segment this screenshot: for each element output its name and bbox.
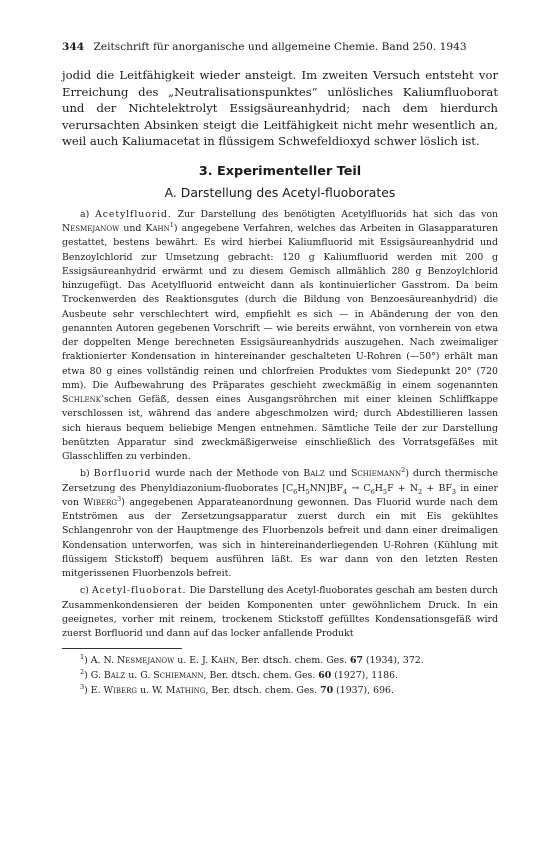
para-text: und [119, 223, 146, 235]
para-text: → C [347, 482, 371, 494]
footnote-number: 3 [80, 683, 85, 692]
para-label: b) [80, 468, 90, 480]
subscript: 3 [451, 487, 456, 496]
fn-text: , Ber. dtsch. chem. Ges. [235, 655, 350, 667]
subsection-title: A. Darstellung des Acetyl-fluoborates [164, 184, 396, 200]
footnote-ref: 1 [169, 221, 174, 230]
subscript: 6 [293, 487, 298, 496]
paragraph-b [62, 467, 498, 581]
author-name: Schlenk [62, 394, 101, 406]
para-text: wurde nach der Methode von [151, 468, 304, 480]
author-name: E. Wiberg [90, 685, 138, 697]
para-text: ’schen Gefäß, dessen eines Ausgangsröhrchen mit einer kleinen Schliffkappe verschlossen ist, während das andere abgeschmolzen wird; durch Abdestillieren lassen sich hieraus bequem beliebige Mengen entnehmen. Sämtliche Teile der zur Darstellung benützten Apparatur sind zweckmäßigerweise einschließlich des Vorratsgefäßes mit Glasschliffen zu verbinden. [62, 394, 498, 463]
para-text: in einer von [62, 482, 499, 508]
author-name: Nesmejanow [62, 223, 120, 235]
section-title: 3. Experimenteller Teil [198, 163, 362, 179]
fn-text: (1934), 372. [362, 655, 424, 667]
paragraph-a [62, 208, 498, 465]
footnote-divider [62, 648, 182, 649]
author-name: G. Balz [90, 670, 126, 682]
subscript: 5 [305, 487, 310, 496]
subscript: 6 [370, 487, 375, 496]
para-text: Zur Darstellung des benötigten Acetylfluorids hat sich das von [171, 208, 498, 220]
experimental-text [62, 208, 498, 642]
fn-text: u. G. [125, 670, 154, 682]
journal-page [62, 40, 498, 698]
author-name: Schiemann [350, 468, 402, 480]
footnote: $^1$) A. N. Nesmejanow u. E. J. Kahn, Ber. dtsch. chem. Ges. 67 (1934), 372. [80, 653, 424, 667]
footnote: $^3$) E. Wiberg u. W. Mathing, Ber. dtsch. chem. Ges. 70 (1937), 696. [80, 683, 394, 697]
footnote-number: 2 [80, 668, 85, 677]
paragraph-c [62, 584, 498, 641]
para-text: NN]BF [309, 482, 343, 494]
footnote: $^2$) G. Balz u. G. Schiemann, Ber. dtsch. chem. Ges. 60 (1927), 1186. [80, 668, 399, 682]
author-name: Kahn [145, 223, 170, 235]
page-number: 344 [62, 41, 85, 53]
author-name: Balz [303, 468, 325, 480]
author-name: Mathing [165, 685, 206, 697]
fn-text: u. W. [137, 685, 166, 697]
author-name: Kahn [210, 655, 236, 667]
para-text: Die Darstellung des Acetyl-fluoborates geschah am besten durch Zusammenkondensieren der beiden Komponenten unter gewöhnlichem Druck. In ein geeignetes, vorher mit reinem, trockenem Stickstoff gefülltes Kondensationsgefäß wird zuerst Borfluorid und dann auf das locker anfallende Produkt [62, 585, 498, 640]
para-label: c) [80, 585, 89, 597]
author-name: A. N. Nesmejanow [90, 655, 175, 667]
footnote-number: 1 [80, 653, 85, 662]
para-label: a) [80, 208, 90, 220]
author-name: Wiberg [83, 496, 118, 508]
para-text: ) angegebenen Apparateanordnung gewonnen. Das Fluorid wurde nach dem Entströmen aus der Zersetzungsapparatur zuerst durch ein mit Eis gekühltes Schlangenrohr von der Hauptmenge des Fluorbenzols befreit und dann einer dreimaligen Kondensation unterworfen, was sich in hintereinanderliegenden U-Rohren (Kühlung mit flüssigem Stickstoff) bequem ausführen läßt. Es war dann von den letzten Resten mitgerissenen Fluorbenzols befreit. [62, 496, 498, 580]
para-text: F + N [387, 482, 419, 494]
fn-text: , Ber. dtsch. chem. Ges. [205, 685, 321, 697]
fn-text: u. E. J. [174, 655, 211, 667]
running-header [62, 40, 498, 54]
para-text: H [297, 482, 306, 494]
para-text: + BF [422, 482, 452, 494]
volume-number: 70 [320, 685, 334, 697]
para-term: Acetylfluorid. [95, 208, 172, 220]
para-text: ) durch thermische Zersetzung des Phenyldiazonium-fluoborates [C [62, 468, 498, 494]
footnotes [62, 653, 498, 698]
subscript: 5 [382, 487, 388, 496]
fn-text: (1927), 1186. [331, 670, 399, 682]
subscript: 2 [418, 487, 423, 496]
fn-text: , Ber. dtsch. chem. Ges. [203, 670, 319, 682]
running-title: Zeitschrift für anorganische und allgemeine Chemie. Band 250. 1943 [93, 41, 467, 53]
para-text: ) angegebene Verfahren, welches das Arbeiten in Glasapparaturen gestattet, bestens bewährt. Es wird hierbei Kaliumfluorid mit Essigsäureanhydrid und Benzoylchlorid zur Umsetzung gebracht: 120 g Kaliumfluorid werden mit 200 g Essigsäureanhydrid erwärmt und zu diesem Gemisch allmählich 280 g Benzoylchlorid hinzugefügt. Das Acetylfluorid entweicht dann als kontinuierlicher Gasstrom. Da beim Trockenwerden des Reaktionsgutes (durch die Bildung von Benzoesäureanhydrid) die Ausbeute sehr verschlechtert wird, empfiehlt es sich — in Abänderung der von den genannten Autoren gegebenen Vorschrift — wie bereits erwähnt, von vornherein von etwa der doppelten Menge berechneten Essigsäureanhydrids auszugehen. Nach zweimaliger fraktionierter Kondensation in hintereinander geschalteten U-Rohren (—50°) erhält man etwa 80 g eines vollständig reinen und chlorfreien Produktes vom Siedepunkt 20° (720 mm). Die Aufbewahrung des Präparates geschieht zweckmäßig in einem sogenannten [62, 223, 498, 391]
intro-paragraph: jodid die Leitfähigkeit wieder ansteigt. Im zweiten Versuch entsteht vor Erreichung des „Neutralisationspunktes“ unlösliches Kaliumfluoborat und der Nichtelektrolyt Essigsäureanhydrid; nach dem hierdurch verursachten Absinken steigt die Leitfähigkeit nicht mehr wesentlich an, weil auch Kaliumacetat in flüssigem Schwefeldioxyd schwer löslich ist. [62, 68, 498, 149]
fn-text: (1937), 696. [333, 685, 394, 697]
footnote-ref: 2 [401, 466, 406, 475]
para-text: und [324, 468, 351, 480]
para-term: Acetyl-fluoborat. [91, 585, 187, 597]
intro-text [62, 67, 498, 150]
para-text: H [374, 482, 383, 494]
footnote-ref: 3 [117, 494, 122, 503]
subscript: 4 [342, 487, 348, 496]
author-name: Schiemann [153, 670, 204, 682]
para-term: Borfluorid [93, 468, 152, 480]
volume-number: 60 [318, 670, 332, 682]
volume-number: 67 [349, 655, 363, 667]
